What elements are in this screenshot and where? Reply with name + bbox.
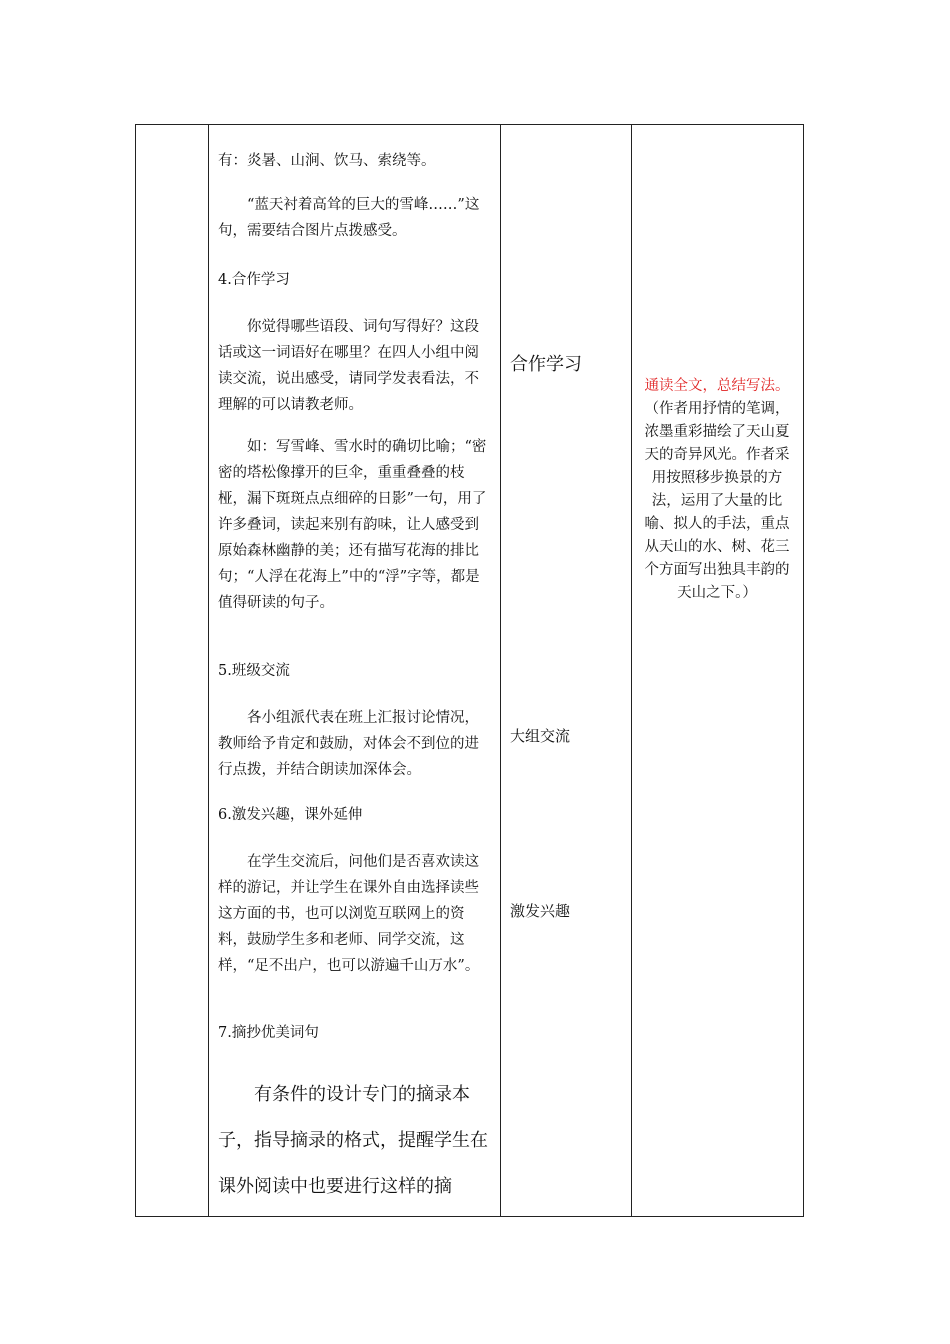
lesson-plan-table: [135, 124, 804, 1217]
label-cooperative-learning: 合作学习: [510, 354, 582, 375]
step4-text: 你觉得哪些语段、词句写得好？这段话或这一词语好在哪里？在四人小组中阅读交流，说出感受，请同学发表看法，不理解的可以请教老师。: [218, 319, 479, 413]
step7-text: 有条件的设计专门的摘录本子，指导摘录的格式，提醒学生在课外阅读中也要进行这样的摘: [218, 1084, 488, 1197]
step6-text: 在学生交流后，问他们是否喜欢读这样的游记，并让学生在课外自由选择读些这方面的书，也可以浏览互联网上的资料，鼓励学生多和老师、同学交流，这样，“足不出户，也可以游遍千山万水”。: [218, 854, 480, 974]
label-stimulate-interest: 激发兴趣: [510, 902, 571, 920]
note-highlight: 通读全文，总结写法。: [644, 378, 790, 394]
student-activity-column: [500, 125, 631, 1216]
vocab-line: 有：炎暑、山涧、饮马、索绕等。: [218, 153, 436, 169]
step6-title: 6.激发兴趣，课外延伸: [218, 807, 363, 823]
sentence-quote: “蓝天衬着高耸的巨大的雪峰……”这句，需要结合图片点拨感受。: [218, 197, 480, 239]
step5-title: 5.班级交流: [218, 663, 290, 679]
step4-title: 4.合作学习: [218, 272, 290, 288]
design-note: [638, 375, 796, 605]
step5-text: 各小组派代表在班上汇报讨论情况，教师给予肯定和鼓励，对体会不到位的进行点拨，并结合朗读加深体会。: [218, 710, 479, 778]
step7-title: 7.摘抄优美词句: [218, 1025, 319, 1041]
design-intent-column: [631, 125, 803, 1216]
label-group-exchange: 大组交流: [510, 727, 571, 745]
example-text: 如：写雪峰、雪水时的确切比喻；“密密的塔松像撑开的巨伞，重重叠叠的枝桠，漏下斑斑点点细碎的日影”一句，用了许多叠词，读起来别有韵味，让人感受到原始森林幽静的美；还有描写花海的排比句；“人浮在花海上”中的“浮”字等，都是值得研读的句子。: [218, 439, 487, 611]
note-body: （作者用抒情的笔调，浓墨重彩描绘了天山夏天的奇异风光。作者采用按照移步换景的方法，运用了大量的比喻、拟人的手法，重点从天山的水、树、花三个方面写出独具丰韵的天山之下。）: [644, 401, 790, 601]
teaching-process-column: [208, 125, 500, 1216]
